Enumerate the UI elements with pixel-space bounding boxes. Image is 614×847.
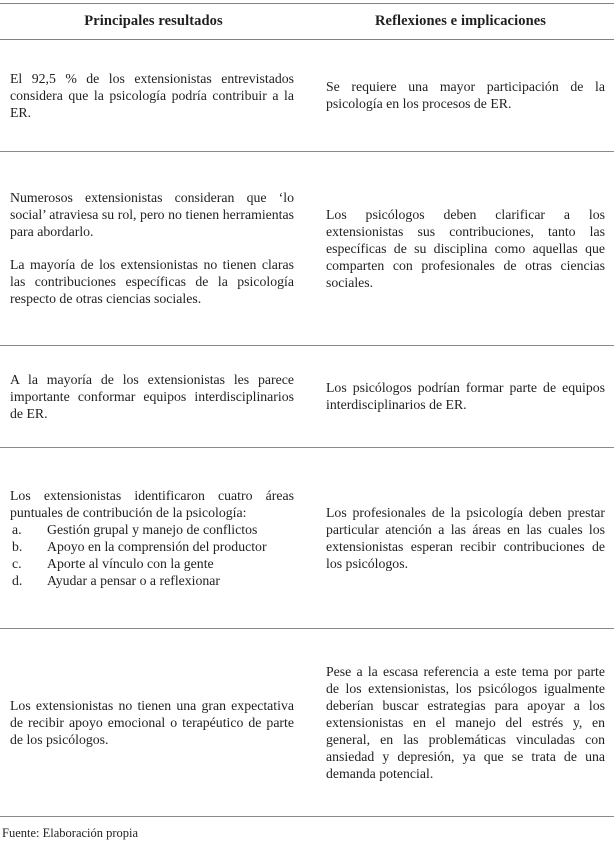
list-item-text: Apoyo en la comprensión del productor xyxy=(47,538,267,554)
cell-reflexiones-5 xyxy=(307,629,614,816)
list-marker: d. xyxy=(12,572,23,588)
cell-reflexiones-1 xyxy=(307,40,614,151)
list-item-text: Gestión grupal y manejo de conflictos xyxy=(47,521,258,537)
paragraph: Numerosos extensionistas consideran que ‘lo social’ atraviesa su rol, pero no tienen herramientas para abordarlo. xyxy=(10,190,294,239)
contribution-areas-list xyxy=(10,521,294,589)
paragraph: Los profesionales de la psicología deben prestar particular atención a las áreas en las cuales los extensionistas esperan recibir contribuciones de los psicólogos. xyxy=(326,504,605,571)
paragraph: Pese a la escasa referencia a este tema por parte de los extensionistas, los psicólogos igualmente deberían buscar estrategias para apoyar a los extensionistas en el manejo del estrés y, en general, en las problemáticas vinculadas con ansiedad y depresión, ya que se trata de una demanda potencial. xyxy=(326,663,605,781)
paragraph: A la mayoría de los extensionistas les parece importante conformar equipos interdisciplinarios de ER. xyxy=(10,371,294,421)
table-row xyxy=(0,629,614,817)
list-item-text: Aporte al vínculo con la gente xyxy=(47,555,214,571)
paragraph: Los extensionistas identificaron cuatro áreas puntuales de contribución de la psicología: xyxy=(10,487,294,520)
table-row xyxy=(0,346,614,448)
list-marker: b. xyxy=(12,538,23,554)
cell-resultados-4 xyxy=(0,448,307,628)
results-table xyxy=(0,3,614,817)
paragraph: Los extensionistas no tienen una gran expectativa de recibir apoyo emocional o terapéutico de parte de los psicólogos. xyxy=(10,697,294,747)
table-header-row xyxy=(0,4,614,40)
paragraph: Los psicólogos deben clarificar a los extensionistas sus contribuciones, tanto las específicas de su disciplina como aquellas que comparten con profesionales de otras ciencias sociales. xyxy=(326,206,605,290)
list-item xyxy=(10,572,294,589)
cell-resultados-5 xyxy=(0,629,307,816)
list-marker: a. xyxy=(12,521,22,537)
column-header-reflexiones-implicaciones: Reflexiones e implicaciones xyxy=(374,12,547,29)
list-item xyxy=(10,521,294,538)
list-item-text: Ayudar a pensar o a reflexionar xyxy=(47,572,221,588)
paragraph: Se requiere una mayor participación de la psicología en los procesos de ER. xyxy=(326,79,605,111)
paragraph: El 92,5 % de los extensionistas entrevistados considera que la psicología podría contribuir a la ER. xyxy=(10,70,294,120)
cell-reflexiones-2 xyxy=(307,152,614,345)
table-row xyxy=(0,152,614,346)
cell-resultados-2 xyxy=(0,152,307,345)
source-note: Fuente: Elaboración propia xyxy=(2,825,139,840)
paragraph: La mayoría de los extensionistas no tienen claras las contribuciones específicas de la psicología respecto de otras ciencias sociales. xyxy=(10,257,294,306)
cell-resultados-3 xyxy=(0,346,307,447)
cell-reflexiones-3 xyxy=(307,346,614,447)
cell-resultados-1 xyxy=(0,40,307,151)
table-row xyxy=(0,448,614,629)
paragraph: Los psicólogos podrían formar parte de equipos interdisciplinarios de ER. xyxy=(326,380,605,412)
list-marker: c. xyxy=(12,555,22,571)
list-item xyxy=(10,555,294,572)
list-item xyxy=(10,538,294,555)
cell-reflexiones-4 xyxy=(307,448,614,628)
table-row xyxy=(0,40,614,152)
column-header-principales-resultados: Principales resultados xyxy=(84,12,223,29)
